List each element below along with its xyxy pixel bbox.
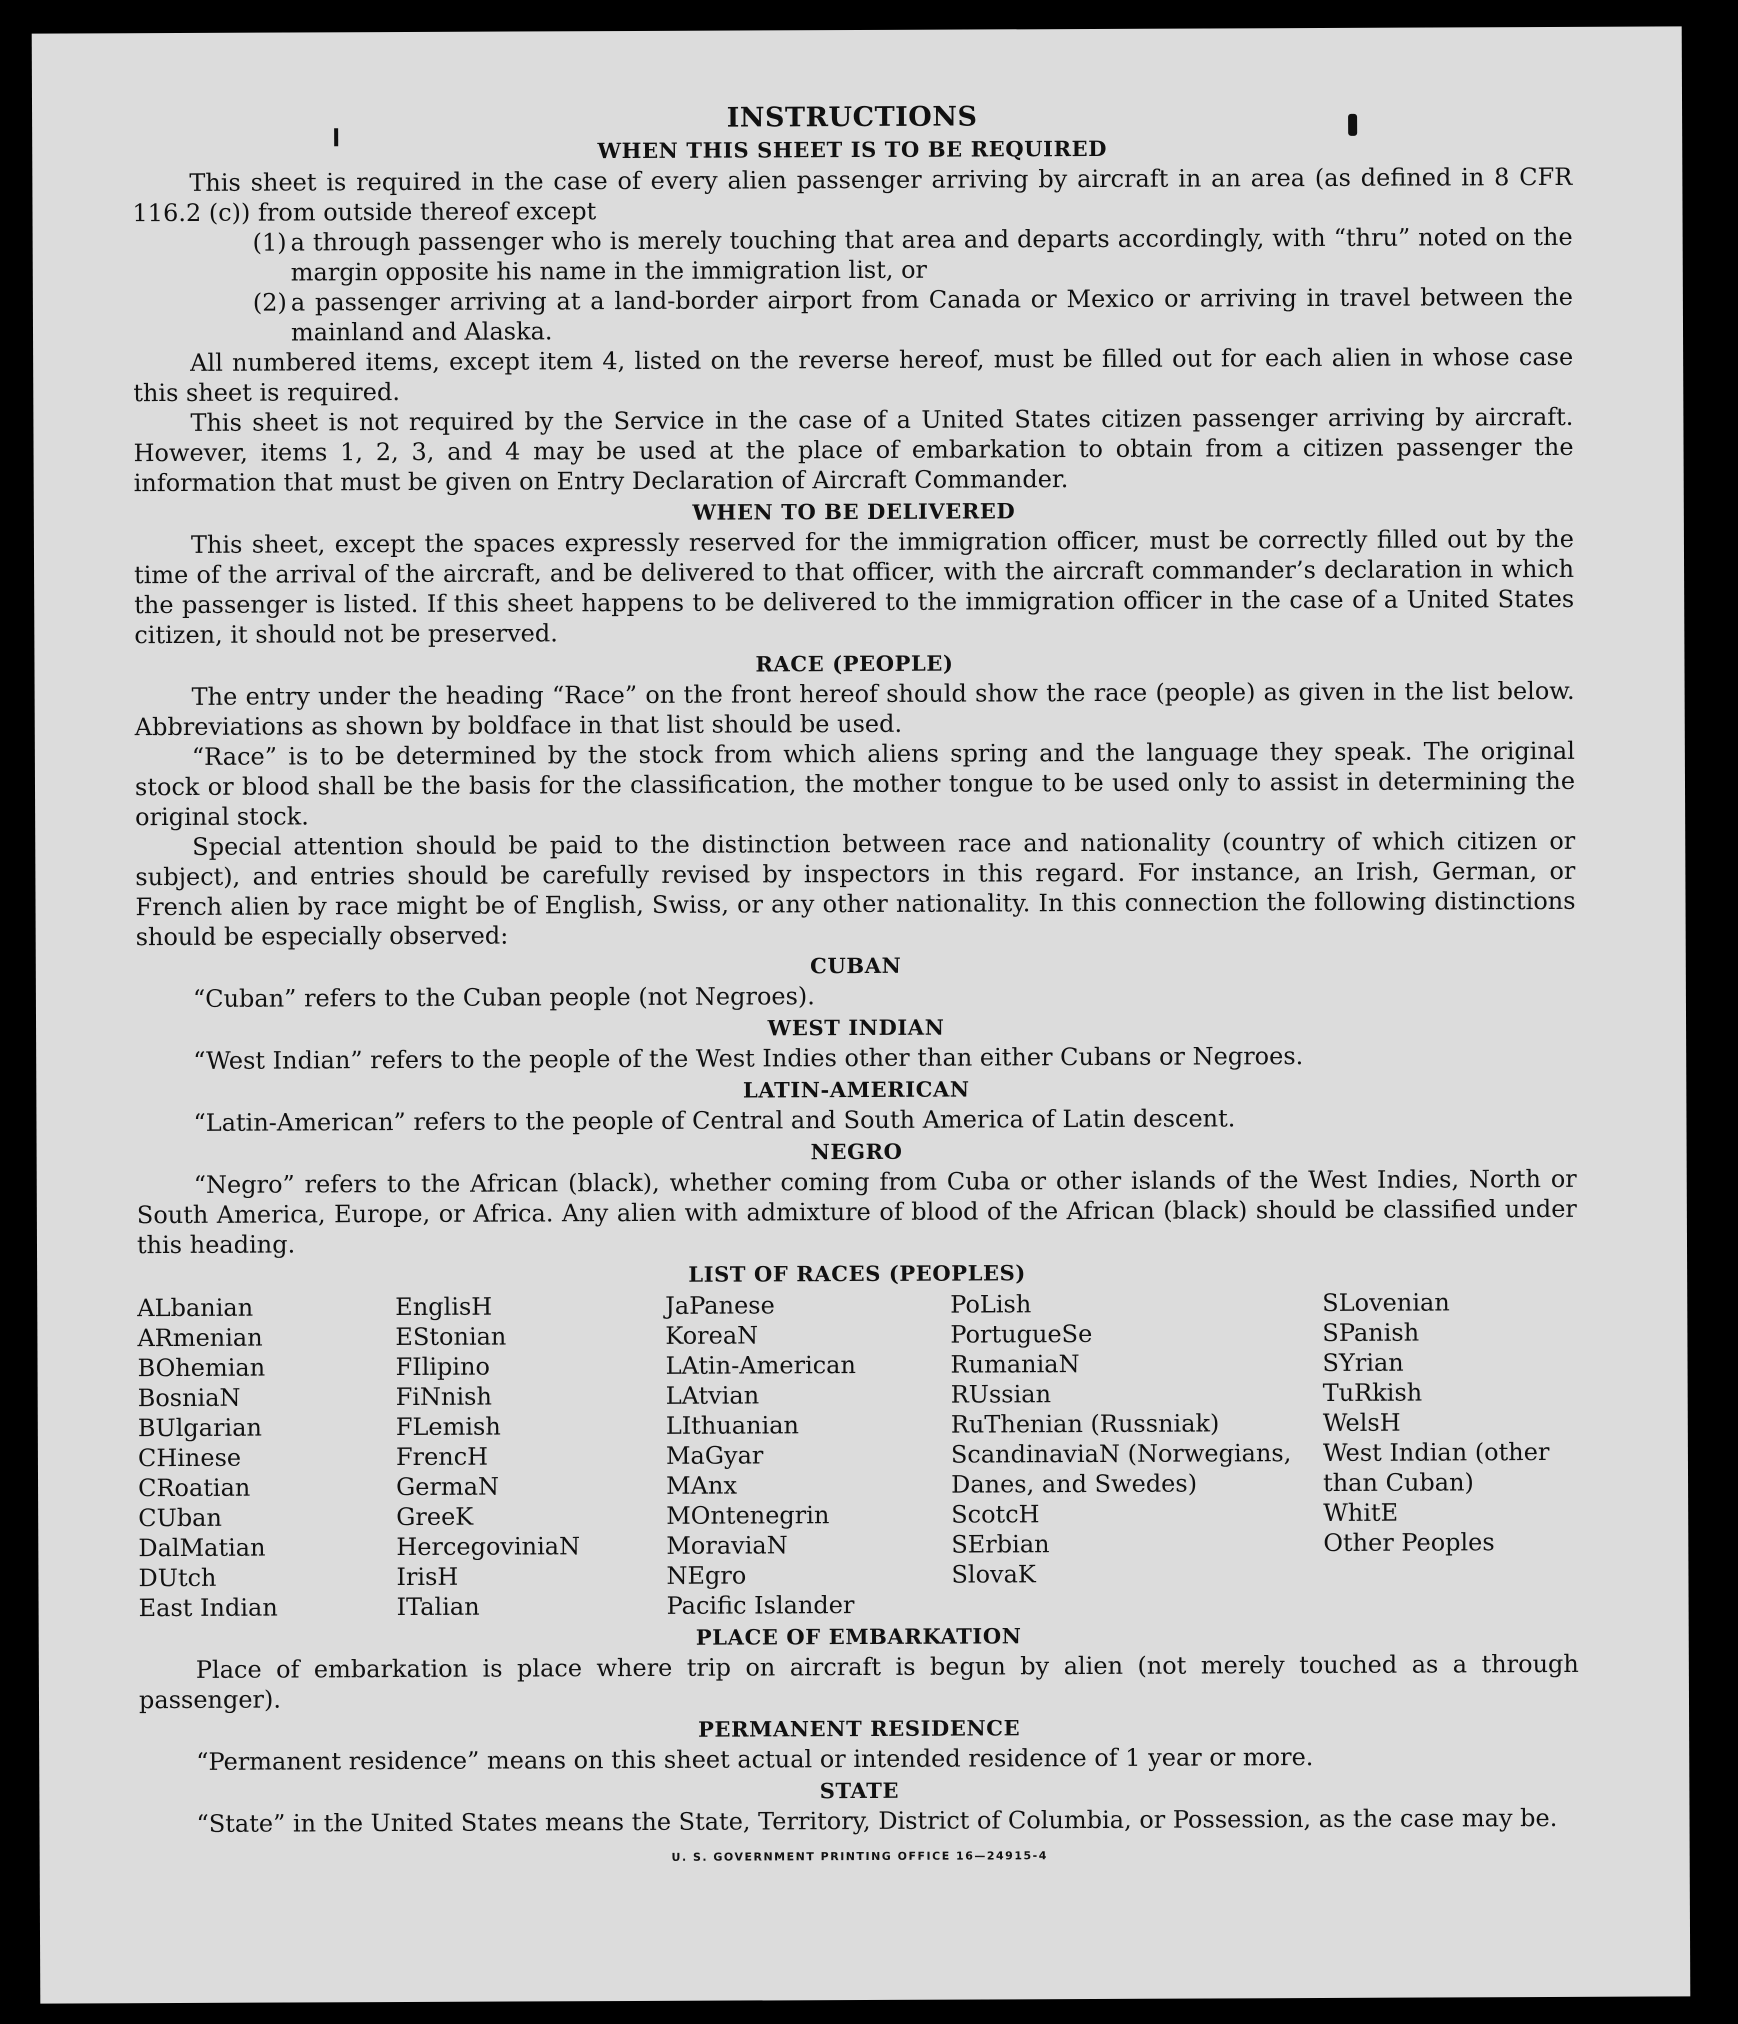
item-text: a passenger arriving at a land-border airport from Canada or Mexico or arriving in travel between the mainland and Alaska. (290, 282, 1573, 347)
printing-office-footer: U. S. GOVERNMENT PRINTING OFFICE 16—24915-4 (671, 1849, 1048, 1864)
race-list-item: LIthuanian (665, 1411, 800, 1440)
paragraph: “Cuban” refers to the Cuban people (not Negroes). (192, 982, 815, 1013)
item-number: (1) (252, 228, 287, 257)
section-heading-latin-american: LATIN-AMERICAN (742, 1076, 970, 1103)
race-list-item: BOhemian (137, 1353, 266, 1383)
race-list-item: East Indian (138, 1593, 278, 1623)
paragraph: “Permanent residence” means on this sheet actual or intended residence of 1 year or more. (196, 1743, 1314, 1776)
paragraph: “West Indian” refers to the people of the West Indies other than either Cubans or Negroes. (193, 1042, 1304, 1075)
race-list-item: SPanish (1322, 1318, 1420, 1347)
race-list-item: MaGyar (665, 1441, 764, 1470)
instructions-content (132, 99, 1580, 1866)
race-list-item: Pacific Islander (666, 1591, 855, 1620)
race-list-item: DUtch (138, 1563, 217, 1593)
race-column (395, 1291, 666, 1622)
race-list-item: FIlipino (395, 1352, 491, 1382)
paragraph: “State” in the United States means the State, Territory, District of Columbia, or Possession, as the case may be. (196, 1803, 1558, 1838)
race-list-item: RumaniaN (950, 1350, 1080, 1379)
list-item (133, 222, 1573, 288)
item-text: a through passenger who is merely touching that area and departs accordingly, with “thru” noted on the margin opposite his name in the immigration list, or (290, 222, 1573, 287)
race-column (1322, 1287, 1583, 1618)
paragraph: “Latin-American” refers to the people of Central and South America of Latin descent. (193, 1104, 1236, 1137)
race-list-item: SYrian (1322, 1348, 1404, 1377)
race-column (950, 1288, 1323, 1620)
paragraph: This sheet is required in the case of every alien passenger arriving by aircraft in an area (as defined in 8 CFR 116.2 (c)) from outside thereof except (132, 162, 1573, 228)
race-list-item: Other Peoples (1323, 1528, 1495, 1557)
paragraph: This sheet, except the spaces expressly reserved for the immigration officer, must be correctly filled out by the time of the arrival of the aircraft, and be delivered to that officer, with the aircraft commander’s declaration in which the passenger is listed. If this sheet happens to be delivered to the immigration officer in the case of a United States citizen, it should not be preserved. (134, 524, 1575, 650)
paragraph: “Negro” refers to the African (black), whether coming from Cuba or other islands of the West Indies, North or South America, Europe, or Africa. Any alien with admixture of blood of the African (black) should be classified under this heading. (136, 1164, 1577, 1260)
race-list-item: WhitE (1323, 1498, 1399, 1527)
race-list-item: EnglisH (395, 1292, 493, 1322)
race-list-item: BosniaN (137, 1383, 241, 1413)
section-heading-cuban: CUBAN (810, 952, 902, 979)
race-list-item: TuRkish (1322, 1378, 1423, 1407)
race-list-item: DalMatian (138, 1533, 266, 1563)
section-heading-residence: PERMANENT RESIDENCE (697, 1715, 1021, 1742)
race-list-item: HercegoviniaN (396, 1532, 581, 1562)
section-heading-race: RACE (PEOPLE) (755, 650, 954, 677)
paragraph: All numbered items, except item 4, listed on the reverse hereof, must be filled out for each alien in whose case this sheet is required. (133, 342, 1574, 408)
race-list-item: ScotcH (951, 1500, 1040, 1529)
section-heading-west-indian: WEST INDIAN (767, 1014, 945, 1041)
race-list-item: WelsH (1322, 1408, 1401, 1437)
race-column (137, 1292, 396, 1623)
race-list-item: KoreaN (665, 1321, 759, 1350)
race-list-item: MOntenegrin (666, 1501, 830, 1530)
race-list-item: CHinese (137, 1443, 242, 1473)
race-list-item: BUlgarian (137, 1413, 262, 1443)
paragraph: The entry under the heading “Race” on the front hereof should show the race (people) as given in the list below. Abbreviations as shown by boldface in that list should be used. (134, 676, 1575, 742)
paragraph: Special attention should be paid to the distinction between race and nationality (country of which citizen or subject), and entries should be carefully revised by inspectors in this regard. For instance, an Irish, German, or French alien by race might be of English, Swiss, or any other nationality. In this connection the following distinctions should be especially observed: (135, 826, 1576, 952)
section-heading-embarkation: PLACE OF EMBARKATION (695, 1623, 1022, 1650)
section-heading-required: WHEN THIS SHEET IS TO BE REQUIRED (597, 135, 1108, 164)
race-list-item: MAnx (665, 1471, 738, 1500)
race-list-item: ALbanian (137, 1293, 254, 1323)
race-list-item: CUban (138, 1503, 222, 1533)
race-list-item: ITalian (396, 1592, 480, 1622)
section-heading-delivered: WHEN TO BE DELIVERED (692, 498, 1016, 525)
item-number: (2) (252, 288, 287, 317)
race-list (137, 1287, 1578, 1623)
section-heading-state: STATE (819, 1777, 900, 1804)
race-list-item: FrencH (395, 1442, 489, 1472)
race-list-item: LAtin-American (665, 1351, 856, 1380)
document-page (32, 26, 1691, 2003)
paragraph: This sheet is not required by the Service in the case of a United States citizen passenger arriving by aircraft. However, items 1, 2, 3, and 4 may be used at the place of embarkation to obtain from a citizen passenger the information that must be given on Entry Declaration of Aircraft Commander. (133, 402, 1574, 498)
race-list-item: RuThenian (Russniak) (950, 1409, 1220, 1439)
race-list-item: SErbian (951, 1530, 1050, 1559)
race-list-item: FLemish (395, 1412, 501, 1442)
race-list-item: GermaN (395, 1472, 500, 1502)
race-list-item: RUssian (950, 1380, 1052, 1409)
race-list-item: SLovenian (1322, 1288, 1450, 1317)
race-list-item: ARmenian (137, 1323, 263, 1353)
race-list-item: LAtvian (665, 1381, 760, 1410)
race-list-item: PortugueSe (950, 1319, 1093, 1349)
race-list-item: JaPanese (665, 1291, 775, 1320)
race-column (665, 1290, 951, 1621)
race-list-item: NEgro (666, 1561, 747, 1590)
race-list-item: FiNnish (395, 1382, 492, 1412)
race-list-item: SlovaK (951, 1560, 1036, 1589)
section-heading-negro: NEGRO (810, 1138, 903, 1165)
race-list-item: ScandinaviaN (Norwegians, Danes, and Swedes) (950, 1439, 1292, 1499)
race-list-item: GreeK (396, 1502, 474, 1532)
race-list-item: IrisH (396, 1562, 459, 1592)
paragraph: Place of embarkation is place where trip on aircraft is begun by alien (not merely touched as a through passenger). (138, 1649, 1579, 1715)
page-title: INSTRUCTIONS (726, 101, 978, 134)
race-list-item: West Indian (other than Cuban) (1322, 1438, 1550, 1497)
paragraph: “Race” is to be determined by the stock from which aliens spring and the language they speak. The original stock or blood shall be the basis for the classification, the mother tongue to be used only to assist in determining the original stock. (134, 736, 1576, 832)
race-list-item: CRoatian (137, 1473, 251, 1503)
section-heading-race-list: LIST OF RACES (PEOPLES) (688, 1260, 1026, 1287)
list-item (133, 282, 1573, 348)
race-list-item: PoLish (950, 1290, 1032, 1319)
race-list-item: EStonian (395, 1322, 507, 1352)
race-list-item: MoraviaN (666, 1531, 788, 1560)
